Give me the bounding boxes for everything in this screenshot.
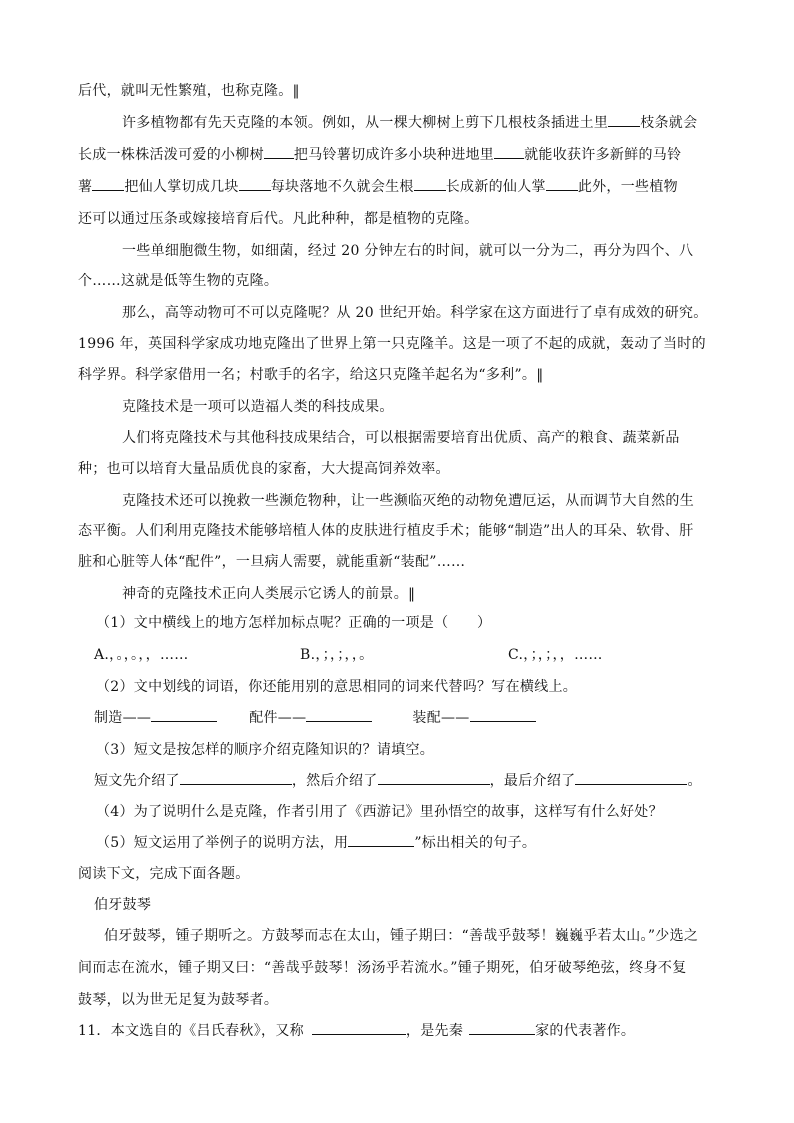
question-4: （4）为了说明什么是克隆，作者引用了《西游记》里孙悟空的故事，这样写有什么好处？ <box>96 804 663 820</box>
text-segment: ”标出相关的句子。 <box>414 835 537 851</box>
question-3-fill <box>94 772 734 790</box>
text-segment: 长成一株株活泼可爱的小柳树 <box>78 147 264 163</box>
answer-blank[interactable] <box>378 772 490 785</box>
text-line <box>122 114 762 132</box>
text-segment: 每块落地不久就会生根 <box>270 179 414 195</box>
answer-blank[interactable] <box>92 178 124 191</box>
text-segment: 把仙人掌切成几块 <box>124 179 239 195</box>
question-5 <box>96 834 736 852</box>
question-11 <box>78 1022 718 1040</box>
text-segment: 就能收获许多新鲜的马铃 <box>524 147 682 163</box>
text-segment: 许多植物都有先天克隆的本领。例如，从一棵大柳树上剪下几根枝条插进土里 <box>122 115 609 131</box>
text-segment: 枝条就会 <box>640 115 698 131</box>
text-line: 种；也可以培育大量品质优良的家畜，大大提高饲养效率。 <box>78 461 450 477</box>
text-segment: （5）短文运用了举例子的说明方法，用 <box>96 835 349 851</box>
passage-title: 伯牙鼓琴 <box>94 897 152 913</box>
text-segment: 此外，一些植物 <box>577 179 678 195</box>
option-a[interactable]: A.，。，。，，…… <box>94 647 189 663</box>
answer-blank[interactable] <box>306 709 372 722</box>
answer-blank[interactable] <box>575 772 687 785</box>
text-segment: 11．本文选自的《吕氏春秋》，又称 <box>78 1023 304 1039</box>
answer-blank[interactable] <box>348 834 414 847</box>
text-segment: ，然后介绍了 <box>291 773 378 789</box>
option-c[interactable]: C.，；，；，，…… <box>508 647 603 663</box>
reading-instruction: 阅读下文，完成下面各题。 <box>78 866 250 882</box>
text-line: 1996 年，英国科学家成功地克隆出了世界上第一只克隆羊。这是一项了不起的成就，轰动了当时的 <box>78 336 706 352</box>
text-line <box>78 178 718 196</box>
text-line: 人们将克隆技术与其他科技成果结合，可以根据需要培育出优质、高产的粮食、蔬菜新品 <box>122 430 680 446</box>
text-segment: ，是先秦 <box>405 1023 464 1039</box>
answer-blank[interactable] <box>151 709 217 722</box>
text-line: 神奇的克隆技术正向人类展示它诱人的前景。‖ <box>122 586 416 602</box>
answer-blank[interactable] <box>180 772 292 785</box>
text-segment: 薯 <box>78 179 93 195</box>
text-line: 科学界。科学家借用一名；村歌手的名字，给这只克隆羊起名为“多利”。‖ <box>78 367 544 383</box>
text-line: 克隆技术还可以挽救一些濒危物种，让一些濒临灭绝的动物免遭厄运，从而调节大自然的生 <box>122 493 694 509</box>
answer-blank[interactable] <box>414 178 446 191</box>
word-label: 装配—— <box>412 710 470 726</box>
option-b[interactable]: B.，；，；，，。 <box>300 647 374 663</box>
question-1-stem: （1）文中横线上的地方怎样加标点呢？正确的一项是（ ） <box>96 615 492 631</box>
word-label: 配件—— <box>249 710 307 726</box>
text-segment: 长成新的仙人掌 <box>445 179 546 195</box>
answer-blank[interactable] <box>494 146 524 159</box>
answer-blank[interactable] <box>608 114 640 127</box>
answer-blank[interactable] <box>312 1022 406 1035</box>
text-line: 克隆技术是一项可以造福人类的科技成果。 <box>122 399 394 415</box>
answer-blank[interactable] <box>239 178 271 191</box>
text-line <box>78 146 718 164</box>
question-2-stem: （2）文中划线的词语，你还能用别的意思相同的词来代替吗？写在横线上。 <box>96 679 578 695</box>
answer-blank[interactable] <box>469 1022 535 1035</box>
text-segment: ，最后介绍了 <box>489 773 576 789</box>
answer-blank[interactable] <box>470 709 536 722</box>
text-segment: 家的代表著作。 <box>535 1023 636 1039</box>
text-segment: 短文先介绍了 <box>94 773 180 789</box>
text-segment: 把马铃薯切成许多小块种进地里 <box>293 147 495 163</box>
text-line: 伯牙鼓琴，锺子期听之。方鼓琴而志在太山，锺子期曰：“善哉乎鼓琴！巍巍乎若太山。”少选之 <box>104 928 699 944</box>
answer-blank[interactable] <box>546 178 578 191</box>
text-line: 还可以通过压条或嫁接培育后代。凡此种种，都是植物的克隆。 <box>78 211 479 227</box>
text-line: 一些单细胞微生物，如细菌，经过 20 分钟左右的时间，就可以一分为二，再分为四个、八 <box>122 243 694 259</box>
text-line: 态平衡。人们利用克隆技术能够培植人体的皮肤进行植皮手术；能够“制造”出人的耳朵、软骨、肝 <box>78 523 694 539</box>
answer-blank[interactable] <box>264 146 294 159</box>
text-segment: 。 <box>687 773 702 789</box>
text-line: 个……这就是低等生物的克隆。 <box>78 273 279 289</box>
word-label: 制造—— <box>94 710 152 726</box>
text-line: 间而志在流水，锺子期又曰：“善哉乎鼓琴！汤汤乎若流水。”锺子期死，伯牙破琴绝弦，终身不复 <box>78 960 687 976</box>
text-line: 脏和心脏等人体“配件”，一旦病人需要，就能重新“装配”…… <box>78 554 466 570</box>
text-line: 那么，高等动物可不可以克隆呢？从 20 世纪开始。科学家在这方面进行了卓有成效的研究。 <box>122 305 708 321</box>
text-line: 鼓琴，以为世无足复为鼓琴者。 <box>78 992 279 1008</box>
question-2-items <box>94 709 734 727</box>
text-line: 后代，就叫无性繁殖，也称克隆。‖ <box>78 83 300 99</box>
question-3-stem: （3）短文是按怎样的顺序介绍克隆知识的？请填空。 <box>96 742 435 758</box>
